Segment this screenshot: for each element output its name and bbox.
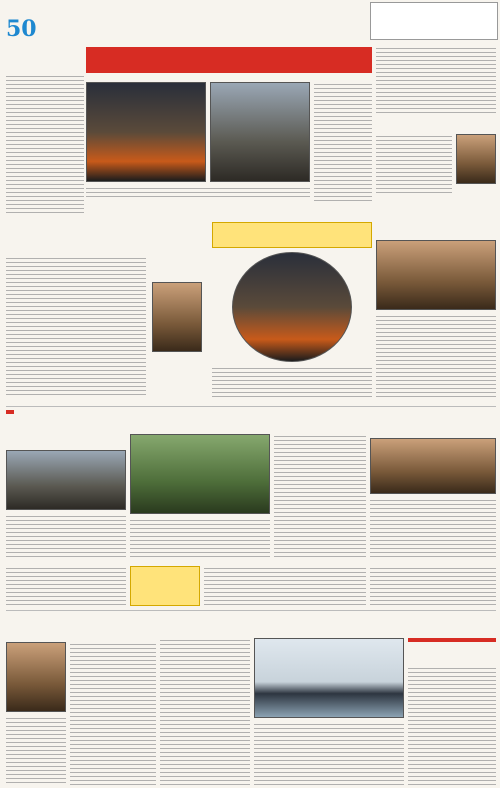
lead-banner <box>86 47 372 73</box>
logo-anniversary: 50 <box>6 16 37 42</box>
section-divider <box>6 406 496 407</box>
submarine-photo <box>254 638 404 718</box>
left-news-block <box>6 46 84 216</box>
germany-story <box>160 614 496 786</box>
germany-tag <box>408 638 496 642</box>
lower-right-body <box>370 566 496 606</box>
strike-round-photo <box>232 252 352 362</box>
investment-body <box>70 642 156 786</box>
germany-body-3 <box>408 666 496 786</box>
lead-photo-left <box>86 82 206 182</box>
gurgaon-callout <box>130 566 200 606</box>
modi-photo <box>6 642 66 712</box>
ukraine-body <box>376 314 496 400</box>
germany-body-1 <box>160 638 250 786</box>
shah-body <box>370 498 496 560</box>
investment-body-2 <box>6 716 66 786</box>
trump-body <box>6 256 146 396</box>
investment-story <box>6 614 156 786</box>
gaganyaan-tag <box>6 410 14 414</box>
strike-story <box>212 222 372 402</box>
gaganyaan-story <box>6 410 126 560</box>
zelensky-photo <box>376 240 496 310</box>
strike-callout <box>212 222 372 248</box>
fiji-photo <box>130 434 270 514</box>
lead-photo-right <box>210 82 310 182</box>
fiji-story <box>130 410 366 560</box>
fiji-body <box>274 434 366 560</box>
right-column-top <box>376 46 496 196</box>
bottom-divider <box>6 610 496 611</box>
right-body-1 <box>376 46 496 116</box>
left-news-body <box>6 74 84 214</box>
trump-story <box>6 222 206 402</box>
ukraine-story <box>376 222 496 402</box>
gaganyaan-photo <box>6 450 126 510</box>
gaganyaan-body <box>6 514 126 560</box>
right-body-2 <box>376 134 452 194</box>
masthead <box>0 0 500 42</box>
germany-body-2 <box>254 722 404 786</box>
shah-story <box>370 410 496 560</box>
officer-photo <box>456 134 496 184</box>
lower-left-body <box>6 566 126 606</box>
trump-photo <box>152 282 202 352</box>
lower-centre-body <box>204 566 366 606</box>
fiji-caption <box>130 518 270 560</box>
strike-body <box>212 366 372 400</box>
lead-photo-caption <box>86 186 310 198</box>
top-right-teaser[interactable] <box>370 2 498 40</box>
shah-photo <box>370 438 496 494</box>
lead-body-text <box>314 82 372 202</box>
